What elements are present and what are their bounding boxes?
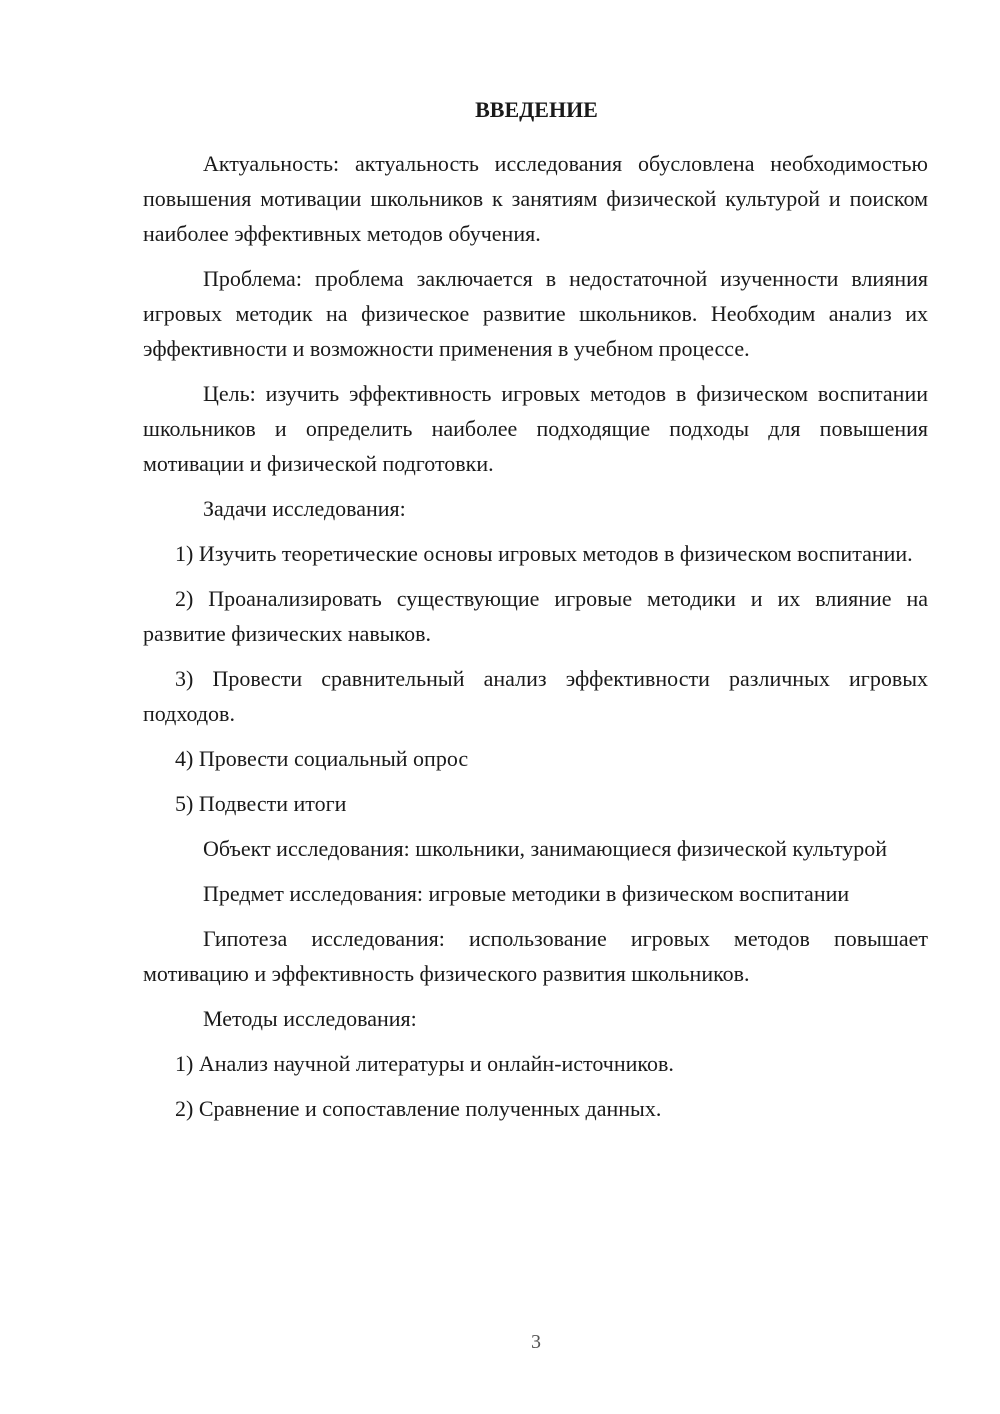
page-number: 3 (531, 1331, 541, 1353)
list-item-task-4: 4) Провести социальный опрос (175, 746, 469, 771)
list-item-method-1: 1) Анализ научной литературы и онлайн-источников. (175, 1051, 674, 1076)
document-page (143, 94, 928, 1126)
list-item-task-3: 3) Провести сравнительный анализ эффективности различных игровых подходов. (143, 666, 928, 726)
paragraph-object: Объект исследования: школьники, занимающиеся физической культурой (203, 836, 888, 861)
paragraph-tasks-heading: Задачи исследования: (203, 496, 406, 521)
paragraph-goal: Цель: изучить эффективность игровых методов в физическом воспитании школьников и определить наиболее подходящие подходы для повышения мотивации и физической подготовки. (143, 381, 928, 476)
paragraph-relevance: Актуальность: актуальность исследования обусловлена необходимостью повышения мотивации школьников к занятиям физической культурой и поиском наиболее эффективных методов обучения. (143, 151, 928, 246)
list-item-task-5: 5) Подвести итоги (175, 791, 347, 816)
paragraph-methods-heading: Методы исследования: (203, 1006, 417, 1031)
list-item-task-1: 1) Изучить теоретические основы игровых методов в физическом воспитании. (175, 541, 913, 566)
paragraph-subject: Предмет исследования: игровые методики в физическом воспитании (203, 881, 850, 906)
paragraph-problem: Проблема: проблема заключается в недостаточной изученности влияния игровых методик на физическое развитие школьников. Необходим анализ их эффективности и возможности применения в учебном процессе. (143, 266, 928, 361)
section-title: ВВЕДЕНИЕ (475, 97, 598, 122)
list-item-task-2: 2) Проанализировать существующие игровые методики и их влияние на развитие физических навыков. (143, 586, 928, 646)
paragraph-hypothesis: Гипотеза исследования: использование игровых методов повышает мотивацию и эффективность физического развития школьников. (143, 926, 928, 986)
list-item-method-2: 2) Сравнение и сопоставление полученных данных. (175, 1096, 662, 1121)
